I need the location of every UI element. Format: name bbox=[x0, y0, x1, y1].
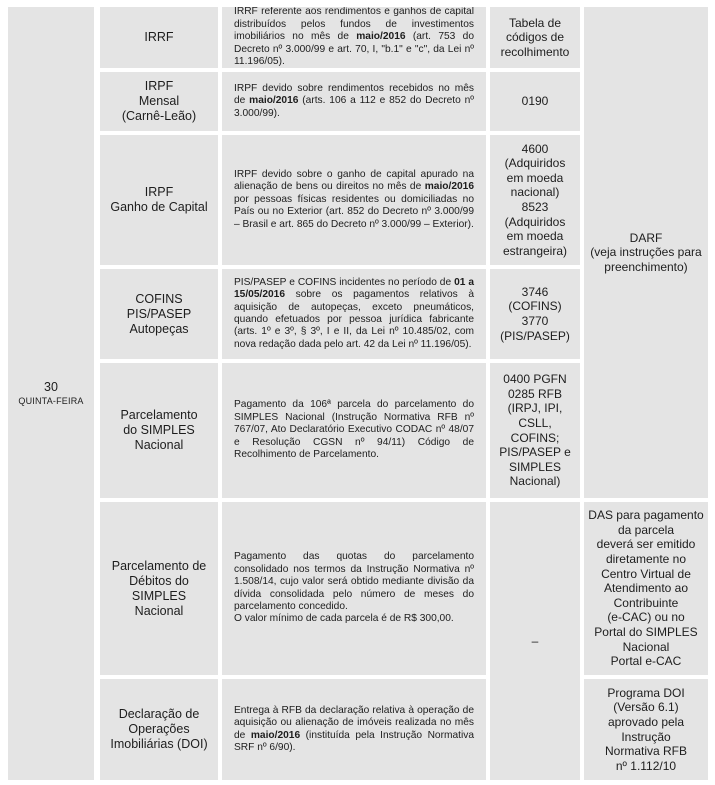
row-desc-cofins: PIS/PASEP e COFINS incidentes no período de 01 a 15/05/2016 sobre os pagamentos relativos à aquisição de autopeças, exceto pneumáticos, quando efetuados por pessoa jurídica fabricante (arts. 1º e 3º, § 3º, I e II, da Lei nº 10.485/02, com nova redação dada pelo art. 42 da Lei nº 11.196/05). bbox=[222, 269, 486, 359]
side-darf: DARF (veja instruções para preenchimento) bbox=[584, 7, 708, 498]
row-desc-irpf-mensal: IRPF devido sobre rendimentos recebidos no mês de maio/2016 (arts. 106 a 112 e 852 do Decreto nº 3.000/99). bbox=[222, 72, 486, 131]
day-number: 30 bbox=[44, 380, 58, 394]
row-code-irpf-ganho: 4600 (Adquiridos em moeda nacional) 8523 (Adquiridos em moeda estrangeira) bbox=[490, 135, 580, 265]
row-name-parcelamento-debitos: Parcelamento de Débitos do SIMPLES Nacional bbox=[100, 502, 218, 675]
row-code-parcelamento-simples: 0400 PGFN 0285 RFB (IRPJ, IPI, CSLL, COFINS; PIS/PASEP e SIMPLES Nacional) bbox=[490, 363, 580, 498]
row-name-doi: Declaração de Operações Imobiliárias (DOI) bbox=[100, 679, 218, 780]
row-name-irrf: IRRF bbox=[100, 7, 218, 68]
row-desc-irrf: IRRF referente aos rendimentos e ganhos de capital distribuídos pelos fundos de investimentos imobiliários no mês de maio/2016 (art. 753 do Decreto nº 3.000/99 e art. 70, I, "b.1" e "c", da Lei nº 11.196/05). bbox=[222, 7, 486, 68]
row-name-irpf-mensal: IRPF Mensal (Carnê-Leão) bbox=[100, 72, 218, 131]
row-name-cofins: COFINS PIS/PASEP Autopeças bbox=[100, 269, 218, 359]
row-code-irrf: Tabela de códigos de recolhimento bbox=[490, 7, 580, 68]
row-code-merged: – bbox=[490, 502, 580, 780]
row-desc-parcelamento-debitos: Pagamento das quotas do parcelamento consolidado nos termos da Instrução Normativa nº 1.508/14, cujo valor será obtido mediante divisão da dívida consolidada pelo número de meses do parcelamento concedido. O valor mínimo de cada parcela é de R$ 300,00. bbox=[222, 502, 486, 675]
row-code-irpf-mensal: 0190 bbox=[490, 72, 580, 131]
row-name-irpf-ganho: IRPF Ganho de Capital bbox=[100, 135, 218, 265]
row-name-parcelamento-simples: Parcelamento do SIMPLES Nacional bbox=[100, 363, 218, 498]
row-desc-parcelamento-simples: Pagamento da 106ª parcela do parcelamento do SIMPLES Nacional (Instrução Normativa RFB nº 767/07, Ato Declaratório Executivo CODAC nº 48/07 e Resolução CGSN nº 94/11) Código de Recolhimento de Parcelamento. bbox=[222, 363, 486, 498]
side-doi-program: Programa DOI (Versão 6.1) aprovado pela Instrução Normativa RFB nº 1.112/10 bbox=[584, 679, 708, 780]
day-cell bbox=[8, 7, 94, 780]
side-das: DAS para pagamento da parcela deverá ser emitido diretamente no Centro Virtual de Atendimento ao Contribuinte (e-CAC) ou no Portal do SIMPLES Nacional Portal e-CAC bbox=[584, 502, 708, 675]
row-code-cofins: 3746 (COFINS) 3770 (PIS/PASEP) bbox=[490, 269, 580, 359]
row-desc-irpf-ganho: IRPF devido sobre o ganho de capital apurado na alienação de bens ou direitos no mês de maio/2016 por pessoas físicas residentes ou domiciliadas no País ou no Exterior (art. 852 do Decreto nº 3.000/99 – Brasil e art. 865 do Decreto nº 3.000/99 – Exterior). bbox=[222, 135, 486, 265]
row-desc-doi: Entrega à RFB da declaração relativa à operação de aquisição ou alienação de imóveis realizada no mês de maio/2016 (instituída pela Instrução Normativa SRF nº 6/90). bbox=[222, 679, 486, 780]
day-weekday: QUINTA-FEIRA bbox=[18, 396, 84, 406]
